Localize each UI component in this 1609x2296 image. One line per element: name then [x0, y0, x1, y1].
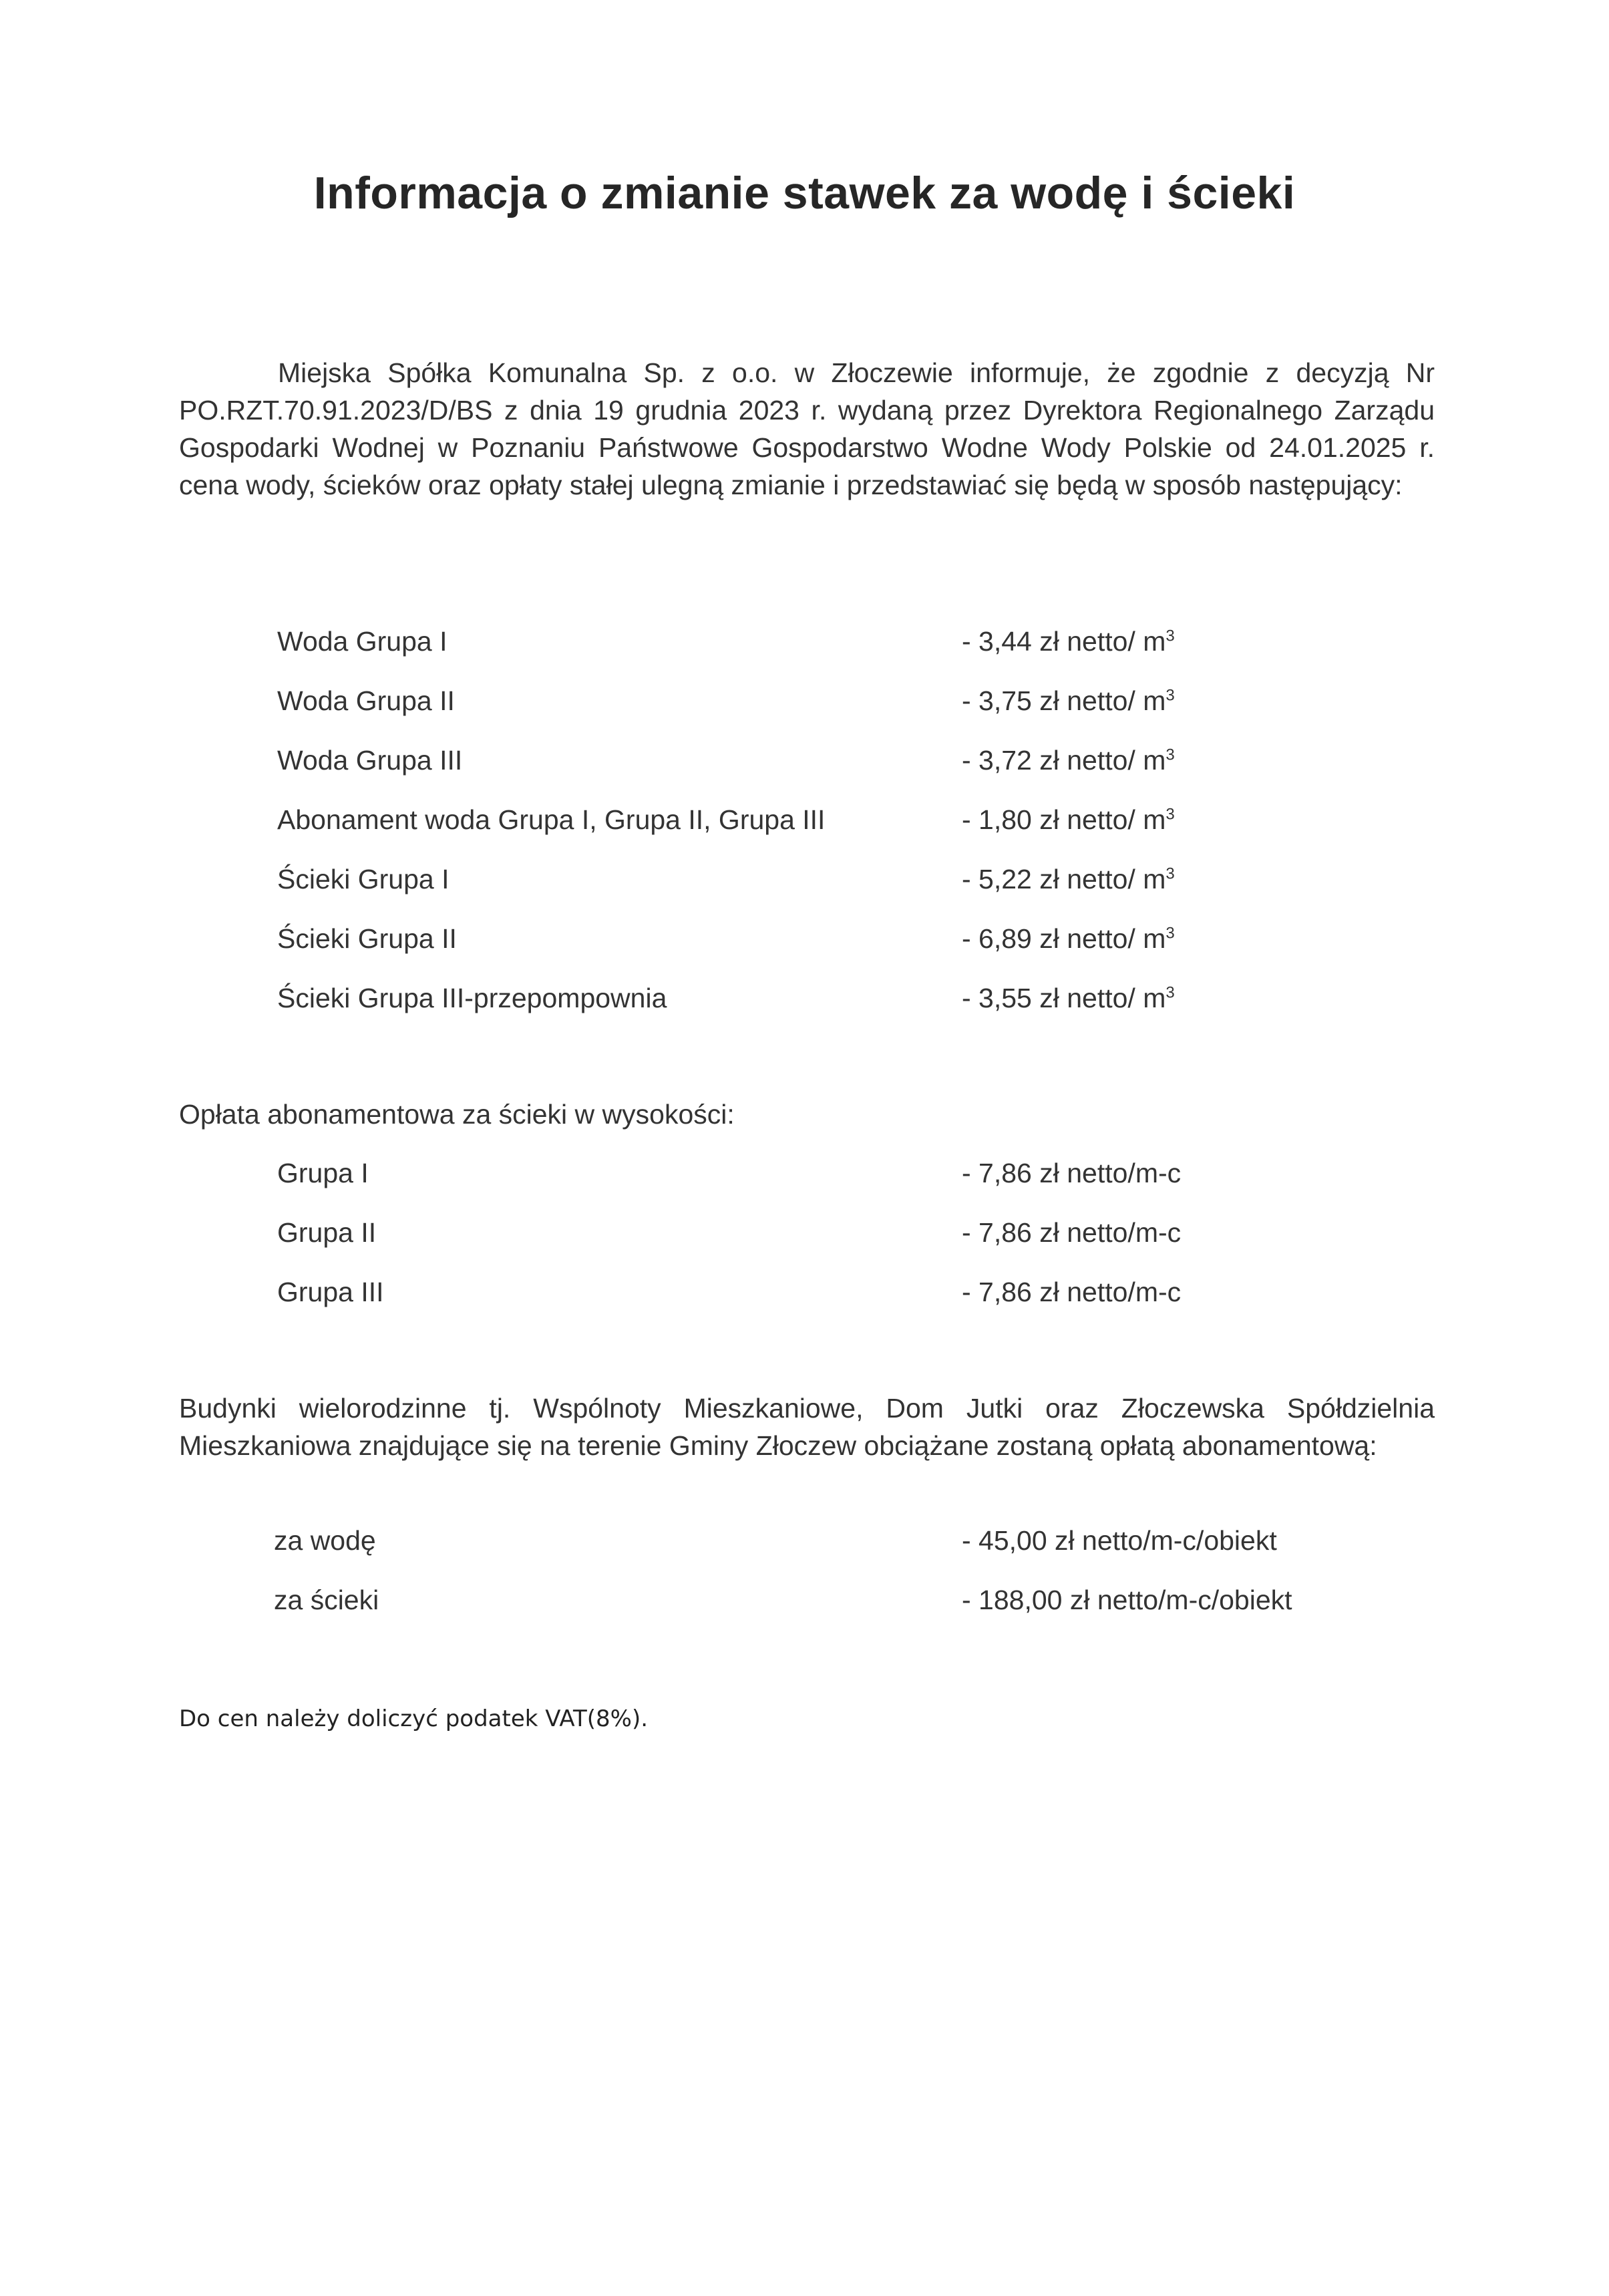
vat-note: Do cen należy doliczyć podatek VAT(8%).	[179, 1705, 649, 1732]
unit-superscript: 3	[1166, 746, 1175, 764]
rate-label: Ścieki Grupa III-przepompownia	[277, 983, 667, 1013]
subscription-label: Grupa III	[277, 1277, 384, 1307]
rate-row	[277, 621, 1413, 661]
unit-superscript: 3	[1166, 983, 1175, 1002]
rate-value: - 3,55 zł netto/ $m^3$	[962, 983, 1175, 1013]
subscription-label: Grupa II	[277, 1217, 377, 1248]
rate-value: - 1,80 zł netto/ $m^3$	[962, 804, 1175, 835]
unit-superscript: 3	[1166, 864, 1175, 883]
rate-value: - 3,44 zł netto/ $m^3$	[962, 626, 1175, 657]
subscription-value: - 7,86 zł netto/m-c	[962, 1217, 1182, 1248]
subscription-label: Grupa I	[277, 1158, 369, 1188]
rate-label: Abonament woda Grupa I, Grupa II, Grupa III	[277, 804, 826, 835]
unit-superscript: 3	[1166, 686, 1175, 705]
rate-value: - 6,89 zł netto/ $m^3$	[962, 923, 1175, 954]
rate-value: - 5,22 zł netto/ $m^3$	[962, 864, 1175, 894]
rate-row	[277, 919, 1413, 959]
rate-row	[277, 740, 1413, 780]
building-fee-label: za ścieki	[274, 1585, 379, 1615]
building-fee-label: za wodę	[274, 1525, 376, 1556]
building-fee-row	[274, 1520, 1443, 1561]
unit-superscript: 3	[1166, 627, 1175, 645]
building-fee-row	[274, 1580, 1443, 1620]
rate-row	[277, 800, 1413, 840]
buildings-paragraph: Budynki wielorodzinne tj. Wspólnoty Mieszkaniowe, Dom Jutki oraz Złoczewska Spółdzielnia Mieszkaniowa znajdujące się na terenie Gminy Złoczew obciążane zostaną opłatą abonamentową:	[179, 1393, 1435, 1461]
building-fee-value: - 188,00 zł netto/m-c/obiekt	[962, 1585, 1292, 1615]
subscription-row	[277, 1272, 1413, 1312]
subscription-row	[277, 1153, 1413, 1193]
intro-paragraph	[179, 354, 1435, 504]
rate-row	[277, 681, 1413, 721]
intro-text: Miejska Spółka Komunalna Sp. z o.o. w Złoczewie informuje, że zgodnie z decyzją Nr PO.RZT.70.91.2023/D/BS z dnia 19 grudnia 2023 r. wydaną przez Dyrektora Regionalnego Zarządu Gospodarki Wodnej w Poznaniu Państwowe Gospodarstwo Wodne Wody Polskie od 24.01.2025 r. cena wody, ścieków oraz opłaty stałej ulegną zmianie i przedstawiać się będą w sposób następujący:	[179, 357, 1435, 500]
rate-value: - 3,75 zł netto/ $m^3$	[962, 685, 1175, 716]
rate-label: Ścieki Grupa II	[277, 923, 457, 954]
rate-value: - 3,72 zł netto/ $m^3$	[962, 745, 1175, 776]
unit-superscript: 3	[1166, 805, 1175, 824]
subscription-value: - 7,86 zł netto/m-c	[962, 1158, 1182, 1188]
subscription-value: - 7,86 zł netto/m-c	[962, 1277, 1182, 1307]
subscription-row	[277, 1212, 1413, 1253]
building-fee-value: - 45,00 zł netto/m-c/obiekt	[962, 1525, 1277, 1556]
unit-superscript: 3	[1166, 924, 1175, 943]
rate-label: Woda Grupa I	[277, 626, 448, 657]
rate-label: Woda Grupa II	[277, 685, 455, 716]
rate-row	[277, 859, 1413, 899]
rate-label: Woda Grupa III	[277, 745, 463, 776]
sewage-subscription-heading: Opłata abonamentowa za ścieki w wysokości:	[179, 1099, 735, 1130]
rate-row	[277, 978, 1413, 1018]
rate-label: Ścieki Grupa I	[277, 864, 450, 894]
document-title: Informacja o zmianie stawek za wodę i ścieki	[313, 168, 1296, 218]
